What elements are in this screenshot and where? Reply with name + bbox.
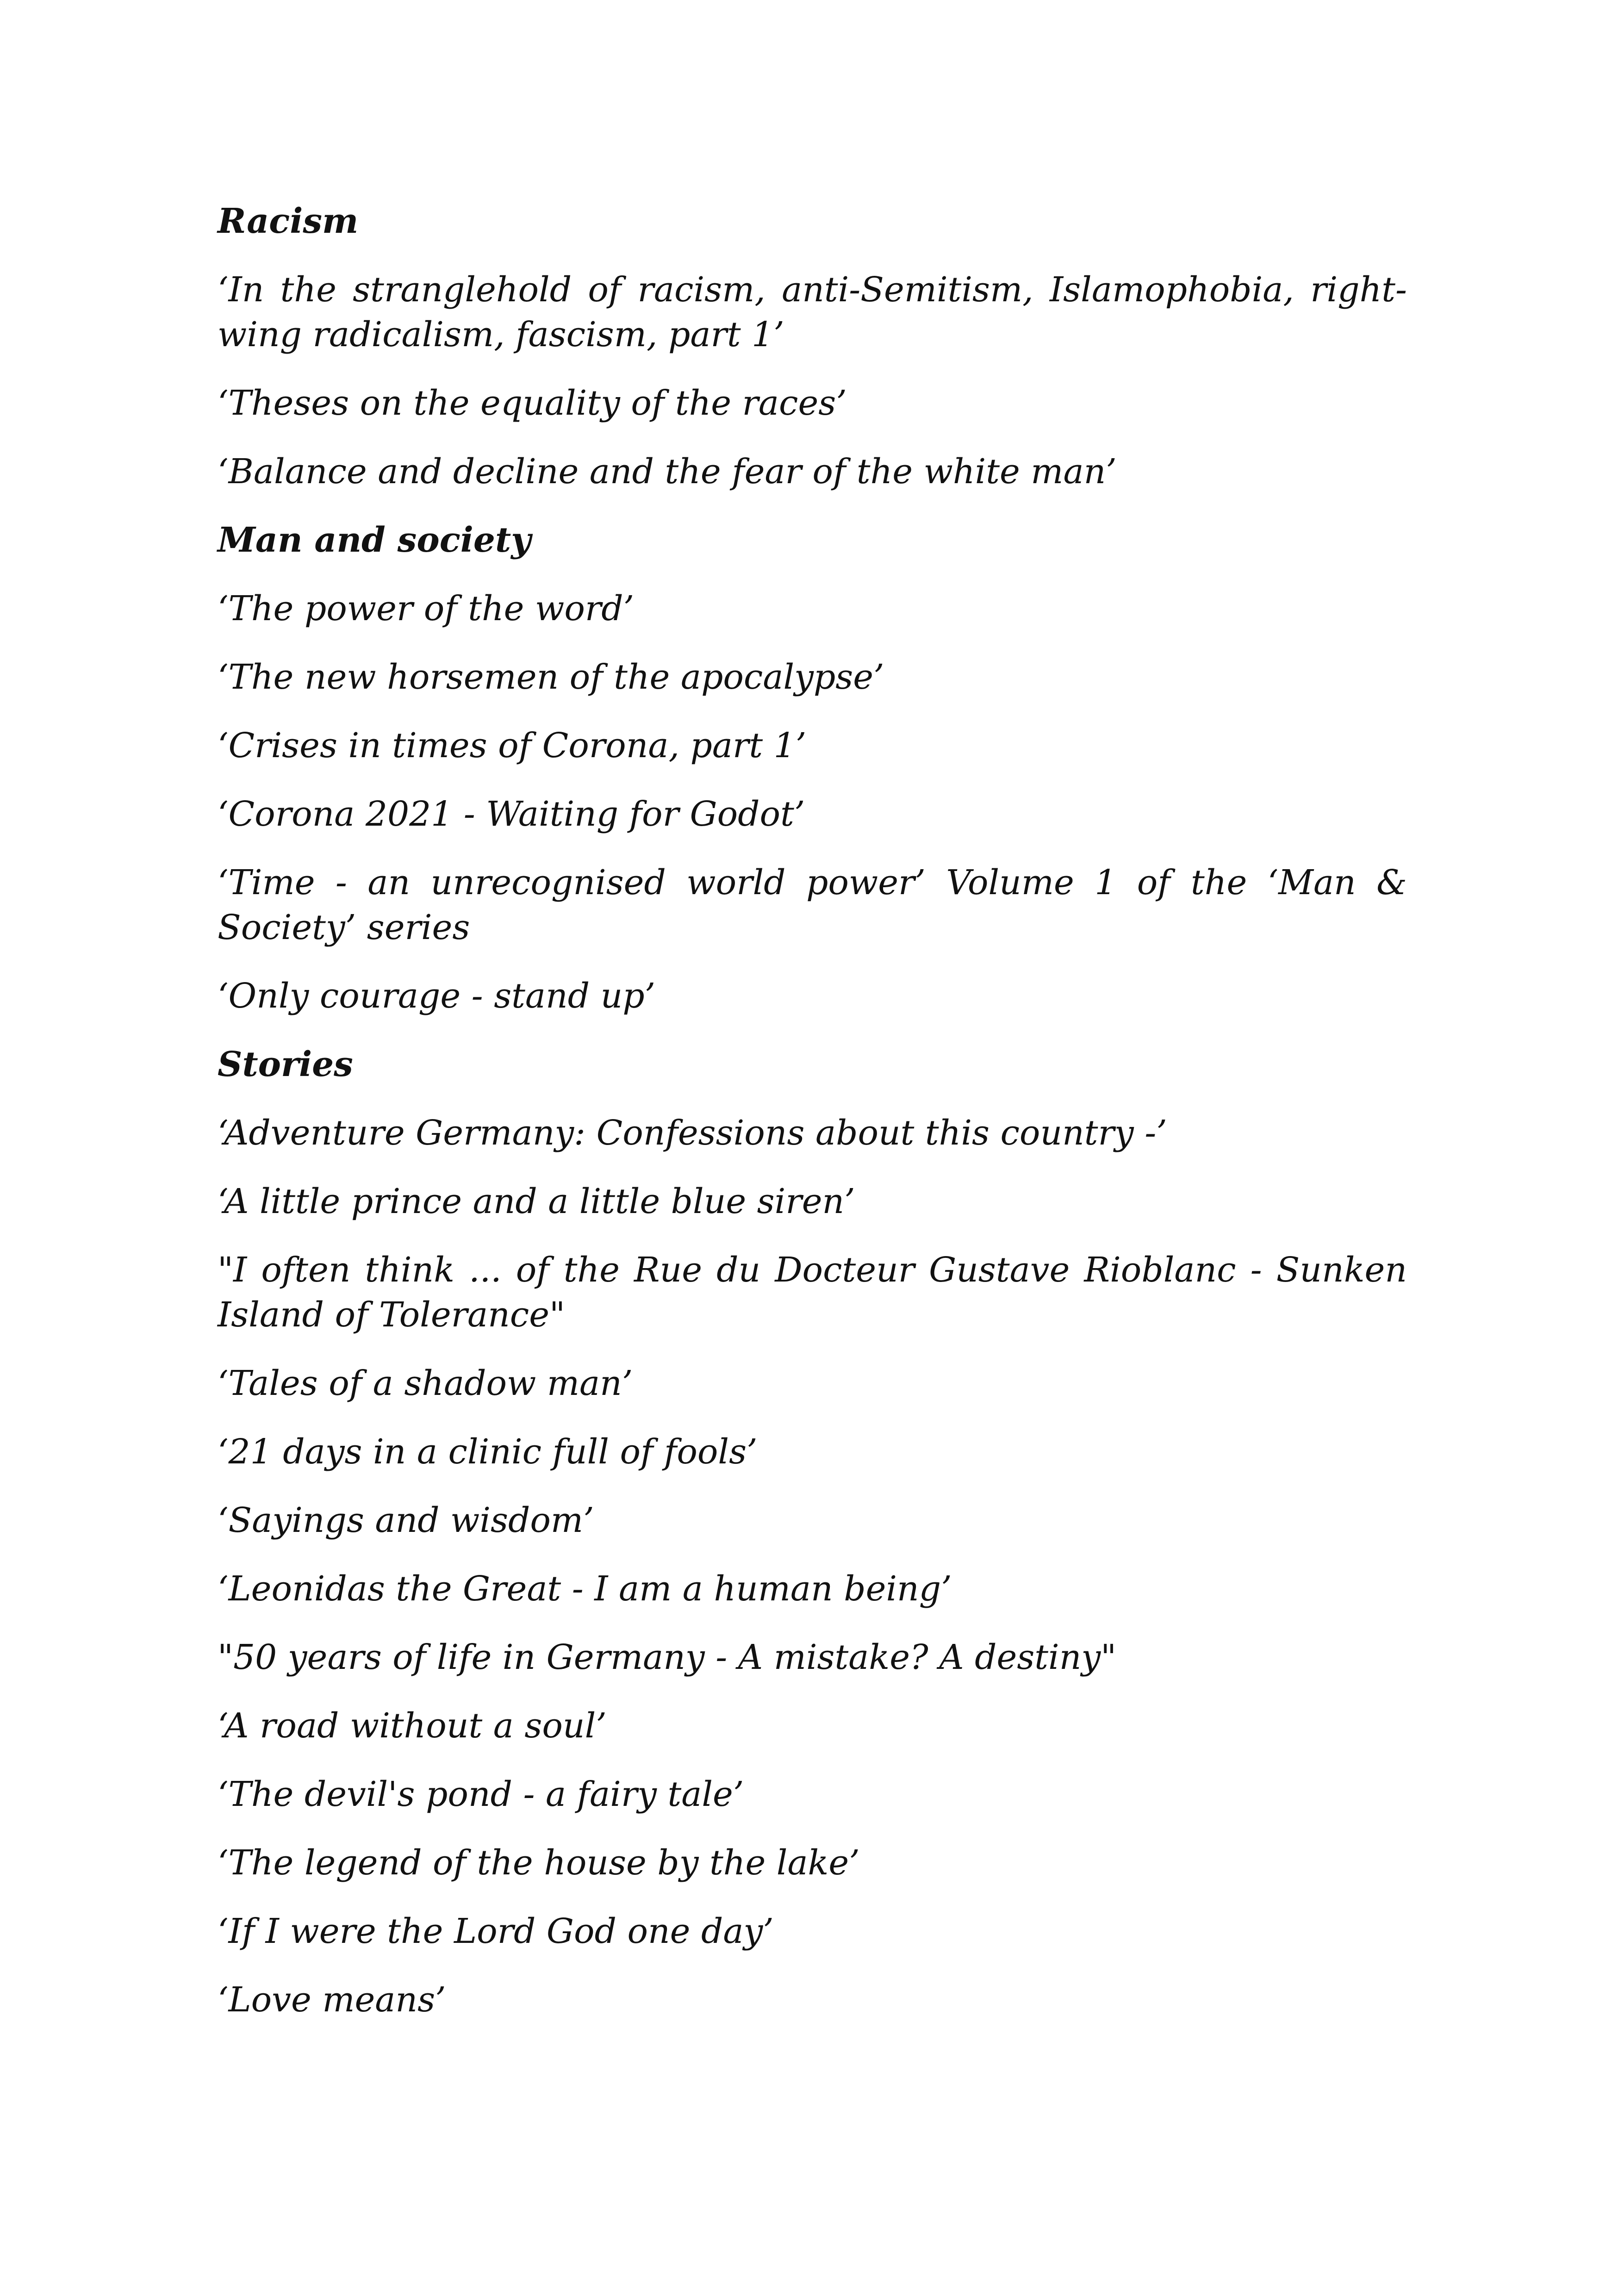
- list-item: "50 years of life in Germany - A mistake? A destiny": [218, 1637, 1117, 1677]
- list-item: ‘Sayings and wisdom’: [218, 1500, 594, 1540]
- list-item: ‘Leonidas the Great - I am a human being’: [218, 1569, 952, 1609]
- list-item: "I often think ... of the Rue du Docteur Gustave Rioblanc - Sunken Island of Tolerance": [218, 1250, 1407, 1335]
- list-item: ‘A little prince and a little blue siren’: [218, 1182, 855, 1221]
- list-item: ‘Adventure Germany: Confessions about this country -’: [218, 1113, 1167, 1153]
- list-item: ‘Crises in times of Corona, part 1’: [218, 726, 807, 765]
- list-item: ‘21 days in a clinic full of fools’: [218, 1432, 758, 1472]
- list-item: ‘The power of the word’: [218, 589, 635, 628]
- list-item: ‘In the stranglehold of racism, anti-Semitism, Islamophobia, right-wing radicalism, fascism, part 1’: [218, 270, 1407, 355]
- list-item: ‘Only courage - stand up’: [218, 976, 656, 1016]
- list-item: ‘Time - an unrecognised world power’ Volume 1 of the ‘Man & Society’ series: [218, 863, 1407, 947]
- section-heading-stories: Stories: [218, 1045, 353, 1084]
- list-item: ‘The devil's pond - a fairy tale’: [218, 1774, 744, 1814]
- list-item: ‘The legend of the house by the lake’: [218, 1843, 860, 1883]
- list-item: ‘Tales of a shadow man’: [218, 1363, 633, 1403]
- list-item: ‘Balance and decline and the fear of the white man’: [218, 452, 1117, 492]
- section-heading-racism: Racism: [218, 201, 359, 241]
- list-item: ‘Corona 2021 - Waiting for Godot’: [218, 794, 805, 834]
- list-item: ‘Love means’: [218, 1980, 446, 2020]
- list-item: ‘The new horsemen of the apocalypse’: [218, 657, 884, 697]
- list-item: ‘If I were the Lord God one day’: [218, 1911, 774, 1951]
- list-item: ‘A road without a soul’: [218, 1706, 607, 1746]
- book-list: [218, 199, 1407, 2022]
- section-heading-man-and-society: Man and society: [218, 520, 531, 560]
- list-item: ‘Theses on the equality of the races’: [218, 383, 847, 423]
